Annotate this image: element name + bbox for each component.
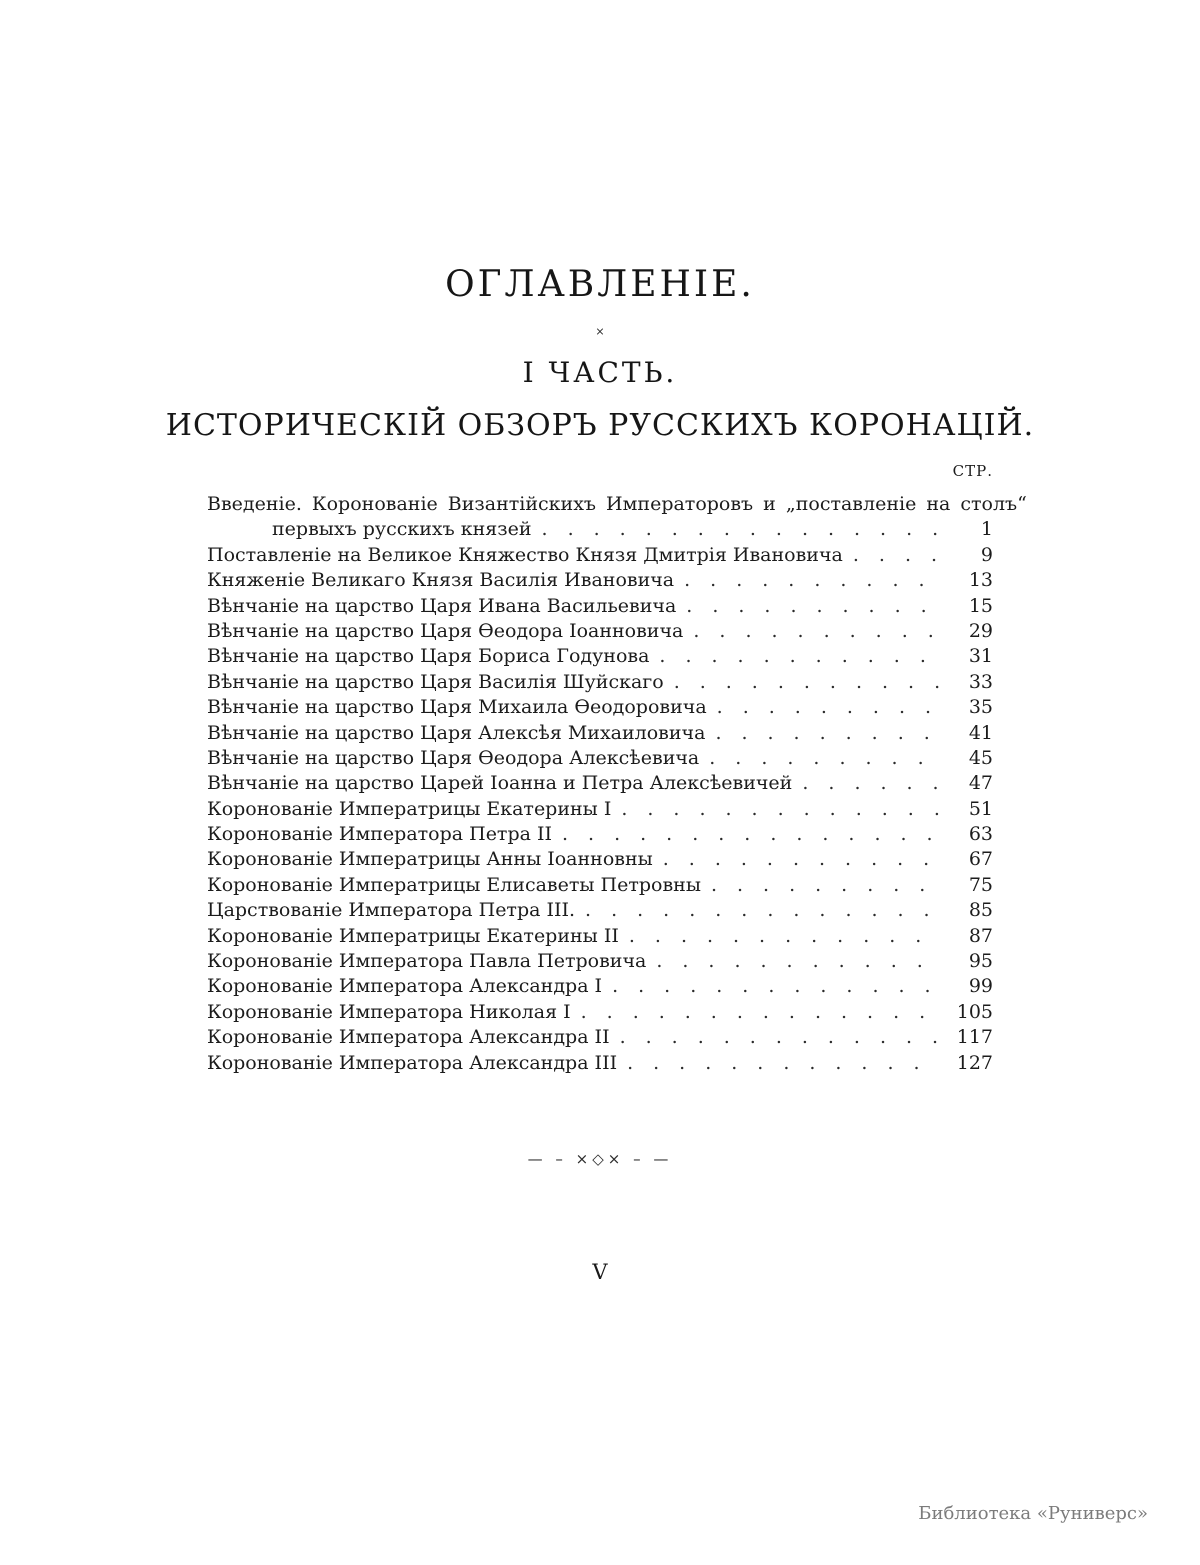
toc-entry-page: 87	[968, 924, 993, 947]
toc-entry	[207, 797, 993, 822]
dot-leader	[562, 822, 941, 847]
dot-leader	[542, 517, 941, 542]
toc-entry-page: 67	[968, 848, 993, 871]
toc-entry	[207, 822, 993, 847]
toc-entry-text: Вѣнчаніе на царство Царей Іоанна и Петра Алексѣевичей	[207, 772, 793, 795]
toc-entry	[207, 873, 993, 898]
dot-leader	[656, 949, 941, 974]
dot-leader	[686, 594, 941, 619]
library-watermark: Библиотека «Руниверс»	[918, 1503, 1148, 1524]
toc-entry-page: 41	[968, 721, 993, 744]
toc-entry-text: Коронованіе Императора Петра II	[207, 823, 552, 846]
toc-rows	[207, 492, 1027, 1076]
toc-entry	[207, 924, 993, 949]
toc-entry-page: 75	[968, 873, 993, 896]
toc-entry-text: Поставленіе на Великое Княжество Князя Дмитрія Ивановича	[207, 543, 843, 566]
folio-page-number: V	[592, 1260, 608, 1284]
toc-entry-text: Коронованіе Императрицы Екатерины II	[207, 924, 619, 947]
page-title: ОГЛАВЛЕНІЕ.	[445, 264, 755, 305]
dot-leader	[585, 898, 941, 923]
toc-entry-page: 45	[968, 746, 993, 769]
dot-leader	[674, 670, 941, 695]
toc-entry-page: 47	[968, 772, 993, 795]
toc-entry	[207, 619, 993, 644]
toc-entry-text: Вѣнчаніе на царство Царя Алексѣя Михаиловича	[207, 721, 706, 744]
dot-leader	[853, 543, 941, 568]
toc-entry-page: 105	[956, 1000, 993, 1023]
toc-entry	[207, 695, 993, 720]
toc-entry-page: 31	[968, 645, 993, 668]
toc-entry	[207, 847, 993, 872]
toc-entry	[207, 1025, 993, 1050]
toc-entry-text: Коронованіе Императрицы Екатерины I	[207, 797, 612, 820]
toc-entry-page: 117	[956, 1026, 993, 1049]
dot-leader	[802, 771, 941, 796]
toc-entry-text: первыхъ русскихъ князей	[272, 518, 532, 541]
toc-entry	[207, 746, 993, 771]
toc-entry	[207, 974, 993, 999]
page-column-header: СТР.	[952, 462, 993, 480]
toc-entry	[207, 1000, 993, 1025]
toc-entry	[207, 594, 993, 619]
toc-entry-text: Коронованіе Императрицы Анны Іоанновны	[207, 848, 653, 871]
toc-entry-page: 63	[968, 823, 993, 846]
dot-leader	[620, 1025, 941, 1050]
toc-entry-page: 85	[968, 899, 993, 922]
dot-leader	[717, 695, 941, 720]
dot-leader	[663, 847, 941, 872]
toc-entry-text: Коронованіе Императора Николая I	[207, 1000, 571, 1023]
toc-entry-text: Введеніе. Коронованіе Византійскихъ Императоровъ и „поставленіе на столъ“	[207, 493, 1027, 515]
toc-entry-text: Коронованіе Императора Александра III	[207, 1051, 618, 1074]
toc-entry-page: 29	[968, 619, 993, 642]
toc-entry-text: Вѣнчаніе на царство Царя Ивана Васильевича	[207, 594, 677, 617]
toc-entry	[207, 492, 1027, 517]
toc-entry-text: Царствованіе Императора Петра III.	[207, 899, 576, 922]
toc-entry-page: 13	[968, 569, 993, 592]
toc-entry-text: Вѣнчаніе на царство Царя Василія Шуйскаго	[207, 670, 664, 693]
table-of-contents	[207, 462, 1027, 1076]
toc-entry-text: Вѣнчаніе на царство Царя Михаила Ѳеодоровича	[207, 696, 707, 719]
dot-leader	[627, 1051, 941, 1076]
dot-leader	[684, 568, 941, 593]
toc-entry-page: 51	[968, 797, 993, 820]
dot-leader	[581, 1000, 941, 1025]
toc-entry-page: 95	[968, 950, 993, 973]
toc-entry-text: Вѣнчаніе на царство Царя Ѳеодора Алексѣевича	[207, 746, 700, 769]
toc-entry-text: Княженіе Великаго Князя Василія Ивановича	[207, 569, 675, 592]
toc-entry-text: Коронованіе Императора Павла Петровича	[207, 950, 647, 973]
toc-entry-text: Коронованіе Императора Александра I	[207, 975, 603, 998]
toc-entry	[207, 721, 993, 746]
dot-leader	[711, 873, 941, 898]
toc-entry-page: 33	[968, 670, 993, 693]
toc-entry-text: Вѣнчаніе на царство Царя Ѳеодора Іоанновича	[207, 619, 684, 642]
toc-entry	[207, 644, 993, 669]
toc-entry-text: Коронованіе Императрицы Елисаветы Петровны	[207, 873, 701, 896]
dot-leader	[612, 974, 941, 999]
toc-entry-page: 9	[980, 543, 993, 566]
signature-mark: ×	[595, 325, 605, 338]
toc-entry	[207, 898, 993, 923]
toc-entry-page: 35	[968, 696, 993, 719]
dot-leader	[715, 721, 941, 746]
toc-entry-text: Вѣнчаніе на царство Царя Бориса Годунова	[207, 645, 650, 668]
dot-leader	[659, 644, 941, 669]
part-heading: I ЧАСТЬ.	[522, 356, 678, 389]
dot-leader	[693, 619, 941, 644]
toc-entry	[207, 1051, 993, 1076]
dot-leader	[629, 924, 941, 949]
section-heading: ИСТОРИЧЕСКІЙ ОБЗОРЪ РУССКИХЪ КОРОНАЦІЙ.	[165, 408, 1035, 443]
toc-entry	[207, 568, 993, 593]
toc-entry-page: 15	[968, 594, 993, 617]
dot-leader	[709, 746, 941, 771]
toc-entry-page: 127	[956, 1051, 993, 1074]
toc-entry	[207, 949, 993, 974]
toc-entry-page: 1	[980, 518, 993, 541]
toc-entry-page: 99	[968, 975, 993, 998]
dot-leader	[621, 797, 941, 822]
toc-entry	[207, 771, 993, 796]
toc-entry	[207, 517, 993, 542]
toc-entry-text: Коронованіе Императора Александра II	[207, 1026, 610, 1049]
toc-entry	[207, 670, 993, 695]
decorative-divider: — – ×◇× – —	[527, 1150, 673, 1168]
toc-entry	[207, 543, 993, 568]
